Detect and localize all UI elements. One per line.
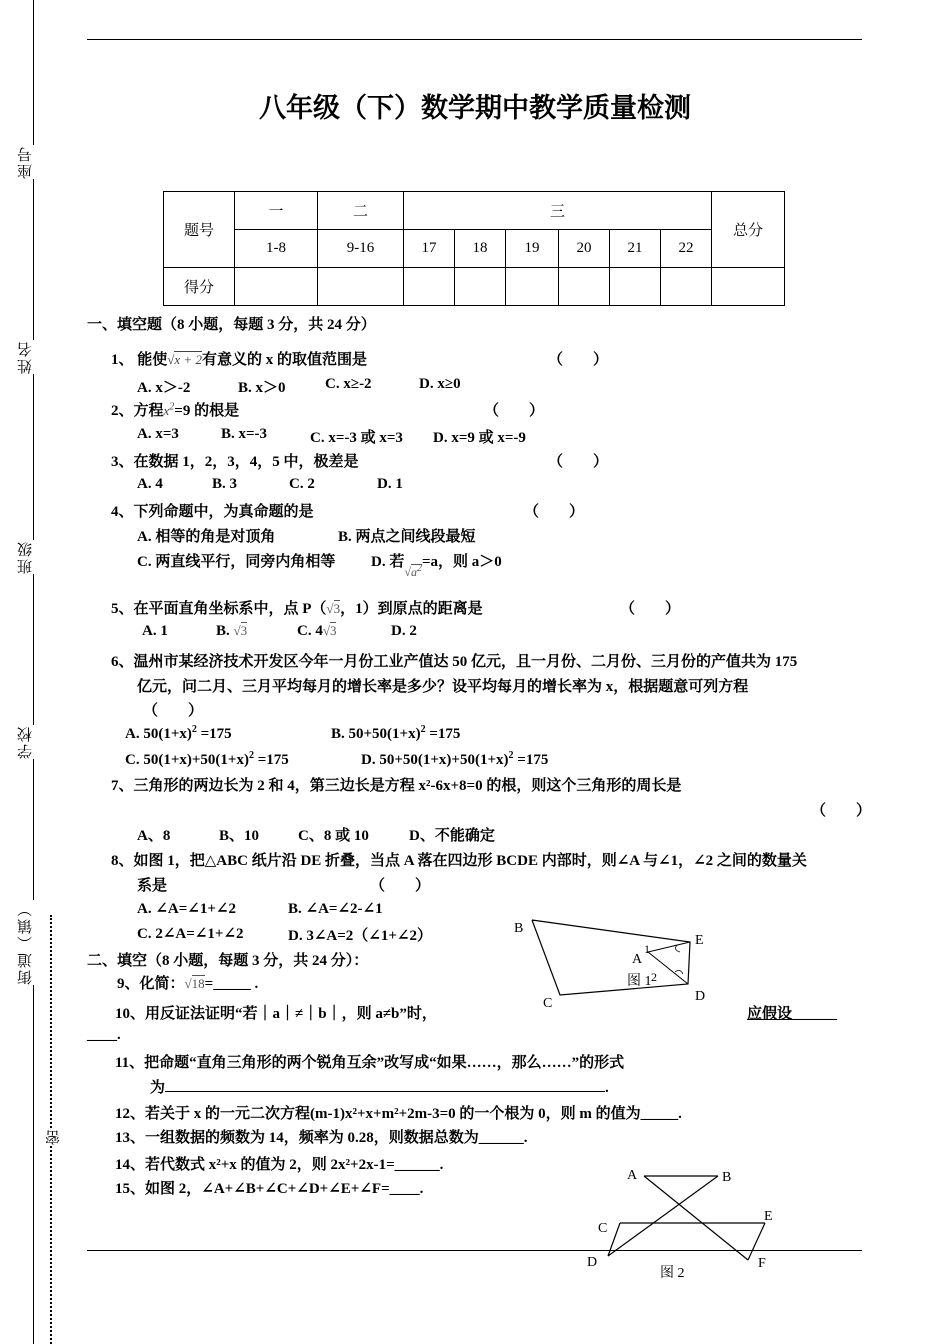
q9 [117,972,258,993]
q1-stem-b: 有意义的 x 的取值范围是 [201,352,367,368]
total-header: 总分 [712,192,785,268]
figure2-diagram [600,1170,780,1270]
q5-opt-c-sqrt: √3 [322,623,337,638]
col-two-header: 二 [318,192,404,230]
q5-sqrt-arg: 3 [333,601,341,616]
fig2-label-d: D [587,1255,598,1270]
q5-opt-b [216,623,247,640]
q5-opt-c [297,623,336,640]
q7-stem: 7、三角形的两边长为 2 和 4，第三边长是方程 x²-6x+8=0 的根，则这个三角形的周长是 [111,778,682,794]
col-one-header: 一 [235,192,318,230]
q4-opt-d [371,550,502,579]
q7-opt-b: B、10 [219,828,260,844]
q5-opt-a: A. 1 [142,623,168,639]
score-cell[interactable] [506,268,559,306]
fig1-label-c: C [543,996,553,1011]
q3-opt-c: C. 2 [289,476,315,492]
q2-opt-d: D. x=9 或 x=-9 [433,430,526,446]
q2-opt-a: A. x=3 [137,426,179,442]
q5-opt-b-label: B. [216,623,230,639]
q2-stem-a: 2、方程 [111,403,164,419]
fig1-label-d: D [695,989,706,1004]
q6-opt-b-a: B. 50+50(1+x) [331,726,421,742]
q2-x-squared: $x^2$ [163,401,175,418]
top-rule [87,39,862,40]
score-cell[interactable] [404,268,455,306]
q6-opt-c: C. $50(1+x)+50(1+x)^2 =175$ [125,750,289,768]
fig2-label-a: A [627,1168,638,1183]
school-label: 学校 [16,725,34,759]
q2-stem [111,399,239,420]
q8-opt-c: C. 2∠A=∠1+∠2 [137,926,244,942]
section1-heading: 一、填空题（8 小题，每题 3 分，共 24 分） [87,317,376,333]
q4-opt-c: C. 两直线平行，同旁内角相等 [137,554,336,570]
fig2-caption: 图 2 [660,1266,685,1281]
q6-opt-d: D. $50+50(1+x)+50(1+x)^2 =175$ [361,750,549,768]
q5-opt-c-label: C. 4 [297,623,323,639]
q10-c: ____. [87,1027,121,1043]
q6-opt-d-b: =175 [513,752,549,768]
q5-stem [111,597,483,618]
q9-sqrt: √18 [184,976,205,991]
q1-sqrt-arg: x + 2 [174,352,202,367]
q1-opt-c: C. x≥-2 [325,376,372,392]
q1-stem [111,348,367,369]
class-label: 班级 [16,540,34,574]
q11-a: 11、把命题“直角三角形的两个锐角互余”改写成“如果……，那么……”的形式 [115,1055,625,1071]
q6-opt-b: B. $50+50(1+x)^2 =175$ [331,724,461,742]
q3-paren: （ ） [548,454,609,470]
q7-paren: （ ） [811,803,872,819]
score-cell[interactable] [712,268,785,306]
col-three-header: 三 [404,192,712,230]
q11-b [150,1076,609,1097]
fig1-caption: 图 1 [627,974,652,989]
q4-paren: （ ） [524,504,585,520]
seat-number-label: 座号 [16,145,34,179]
fig2-label-f: F [758,1256,766,1271]
street-label: 街道（镇） [16,900,34,985]
score-cell[interactable] [661,268,712,306]
q11-answer-blank[interactable] [165,1077,605,1092]
seal-label: 密 [44,1128,62,1145]
q8-opt-a: A. ∠A=∠1+∠2 [137,901,236,917]
score-cell[interactable] [235,268,318,306]
q6-opt-a-a: A. 50(1+x) [125,726,192,742]
q10-a: 10、用反证法证明“若｜a｜≠｜b｜，则 a≠b”时， [115,1006,437,1022]
q1-opt-d: D. x≥0 [419,376,461,392]
q8-opt-d: D. 3∠A=2（∠1+∠2） [288,928,432,944]
q4-opt-b: B. 两点之间线段最短 [338,529,476,545]
q10-b: 应假设______ [747,1006,838,1022]
q4-opt-a: A. 相等的角是对顶角 [137,529,276,545]
score-table [163,191,785,306]
range-1-8: 1-8 [235,230,318,268]
range-9-16: 9-16 [318,230,404,268]
q4-opt-d-a: D. 若 [371,554,405,570]
q6-line2: 亿元，问二月、三月平均每月的增长率是多少？设平均每月的增长率为 x，根据题意可列方程 [137,679,749,695]
score-row-label: 得分 [164,268,235,306]
fig1-label-e: E [695,933,704,948]
q11-b-label: 为 [150,1080,166,1096]
q3-opt-d: D. 1 [377,476,403,492]
q5-opt-b-sqrt: √3 [233,623,248,638]
q6-paren: （ ） [143,703,204,719]
page-title: 八年级（下）数学期中教学质量检测 [259,93,691,124]
q9-a: 9、化简： [117,976,185,992]
q15: 15、如图 2，∠A+∠B+∠C+∠D+∠E+∠F=____. [115,1181,424,1197]
q2-stem-b: =9 的根是 [174,403,240,419]
q6-opt-b-b: =175 [425,726,461,742]
q6-opt-c-b: =175 [253,752,289,768]
fig2-label-e: E [764,1209,773,1224]
q3-opt-a: A. 4 [137,476,163,492]
score-cell[interactable] [318,268,404,306]
q1-stem-a: 1、 能使 [111,352,168,368]
score-cell[interactable] [455,268,506,306]
q1-opt-b: B. x＞0 [238,380,286,396]
q17-header: 17 [404,230,455,268]
q5-opt-c-sqrt-arg: 3 [329,623,337,638]
fig2-label-b: B [722,1170,732,1185]
q22-header: 22 [661,230,712,268]
q2-opt-c: C. x=-3 或 x=3 [310,430,403,446]
q18-header: 18 [455,230,506,268]
q5-opt-b-sqrt-arg: 3 [240,623,248,638]
q6-opt-c-a: C. 50(1+x)+50(1+x) [125,752,249,768]
q5-sqrt3: √3 [326,601,341,616]
q8-paren: （ ） [370,878,431,894]
q5-stem-b: ，1）到原点的距离是 [340,601,483,617]
score-cell[interactable] [559,268,610,306]
q4-opt-d-b: =a，则 a＞0 [421,554,502,570]
q2-opt-b: B. x=-3 [221,426,268,442]
q9-b: =_____ . [204,976,259,992]
q5-stem-a: 5、在平面直角坐标系中，点 P（ [111,601,327,617]
q4-stem: 4、下列命题中，为真命题的是 [111,504,314,520]
name-label: 姓名 [16,340,34,374]
fig1-label-1: 1 [644,942,650,956]
q20-header: 20 [559,230,610,268]
q6-line1: 6、温州市某经济技术开发区今年一月份工业产值达 50 亿元，且一月份、二月份、三月份的产值共为 175 [111,654,798,670]
q1-opt-a: A. x＞-2 [137,380,191,396]
q8-line2: 系是 [137,878,168,894]
fig1-label-2: 2 [651,970,657,984]
fig1-label-a: A [632,952,643,967]
q8-opt-b: B. ∠A=∠2-∠1 [288,901,383,917]
score-cell[interactable] [610,268,661,306]
q2-paren: （ ） [484,403,545,419]
fig1-label-b: B [514,921,524,936]
q6-opt-a-b: =175 [196,726,232,742]
q1-paren: （ ） [548,352,609,368]
q9-sqrt-arg: 18 [191,976,205,991]
fig2-label-c: C [598,1221,608,1236]
q11-c: . [605,1080,609,1096]
section2-heading: 二、填空（8 小题，每题 3 分，共 24 分）： [87,953,369,969]
q13: 13、一组数据的频数为 14，频率为 0.28，则数据总数为______. [115,1130,528,1146]
q1-sqrt: √x + 2 [167,352,202,367]
q6-opt-a: A. $50(1+x)^2 =175$ [125,724,232,742]
q8-line1: 8、如图 1，把△ABC 纸片沿 DE 折叠，当点 A 落在四边形 BCDE 内部时，则∠A 与∠1，∠2 之间的数量关 [111,853,807,869]
q7-opt-c: C、8 或 10 [298,828,369,844]
q12: 12、若关于 x 的一元二次方程(m-1)x²+x+m²+2m-3=0 的一个根为 0，则 m 的值为_____. [115,1106,682,1122]
q4-sqrt-a2: $√a^2$ [404,563,422,579]
q7-opt-a: A、8 [137,828,171,844]
q14: 14、若代数式 x²+x 的值为 2，则 2x²+2x-1=______. [115,1157,444,1173]
q7-opt-d: D、不能确定 [409,828,495,844]
q3-opt-b: B. 3 [212,476,238,492]
q6-opt-d-a: D. 50+50(1+x)+50(1+x) [361,752,509,768]
binding-line [33,0,34,1344]
q3-stem: 3、在数据 1，2，3，4，5 中，极差是 [111,454,359,470]
q19-header: 19 [506,230,559,268]
question-number-header: 题号 [164,192,235,268]
q21-header: 21 [610,230,661,268]
q5-opt-d: D. 2 [391,623,417,639]
q5-paren: （ ） [620,601,681,617]
